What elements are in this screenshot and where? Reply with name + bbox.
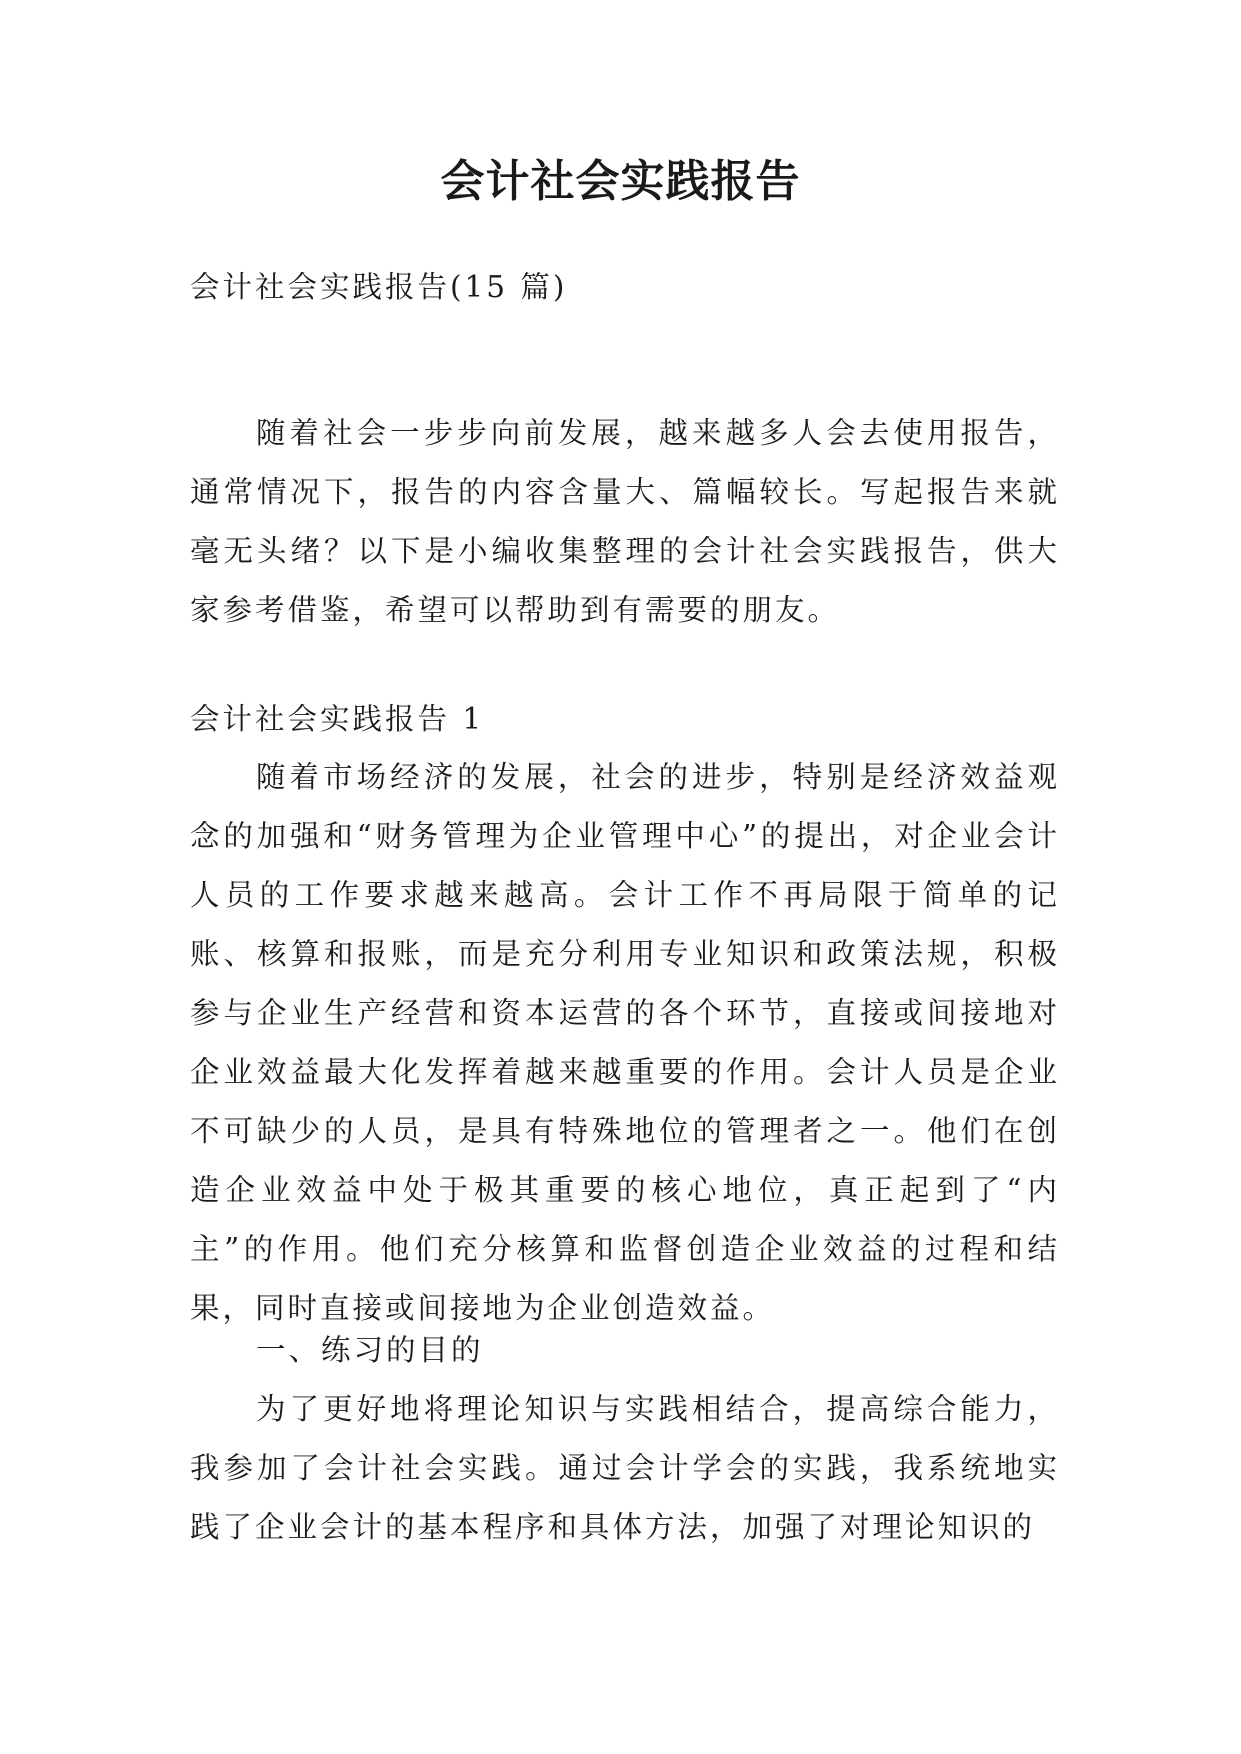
document-title: 会计社会实践报告 bbox=[440, 156, 801, 207]
body-paragraph-1: 随着市场经济的发展，社会的进步，特别是经济效益观念的加强和“财务管理为企业管理中心”的提出，对企业会计人员的工作要求越来越高。会计工作不再局限于简单的记账、核算和报账，而是充分利用专业知识和政策法规，积极参与企业生产经营和资本运营的各个环节，直接或间接地对企业效益最大化发挥着越来越重要的作用。会计人员是企业不可缺少的人员，是具有特殊地位的管理者之一。他们在创造企业效益中处于极其重要的核心地位，真正起到了“内主”的作用。他们充分核算和监督创造企业效益的过程和结果，同时直接或间接地为企业创造效益。 bbox=[190, 760, 1060, 1325]
section-subheading: 一、练习的目的 bbox=[256, 1333, 484, 1367]
section-heading: 会计社会实践报告 1 bbox=[190, 702, 485, 736]
intro-paragraph: 随着社会一步步向前发展，越来越多人会去使用报告，通常情况下，报告的内容含量大、篇幅较长。写起报告来就毫无头绪？以下是小编收集整理的会计社会实践报告，供大家参考借鉴，希望可以帮助到有需要的朋友。 bbox=[190, 416, 1060, 627]
document-subtitle: 会计社会实践报告(15 篇) bbox=[190, 270, 568, 304]
body-paragraph-2: 为了更好地将理论知识与实践相结合，提高综合能力，我参加了会计社会实践。通过会计学会的实践，我系统地实践了企业会计的基本程序和具体方法，加强了对理论知识的 bbox=[190, 1392, 1060, 1544]
